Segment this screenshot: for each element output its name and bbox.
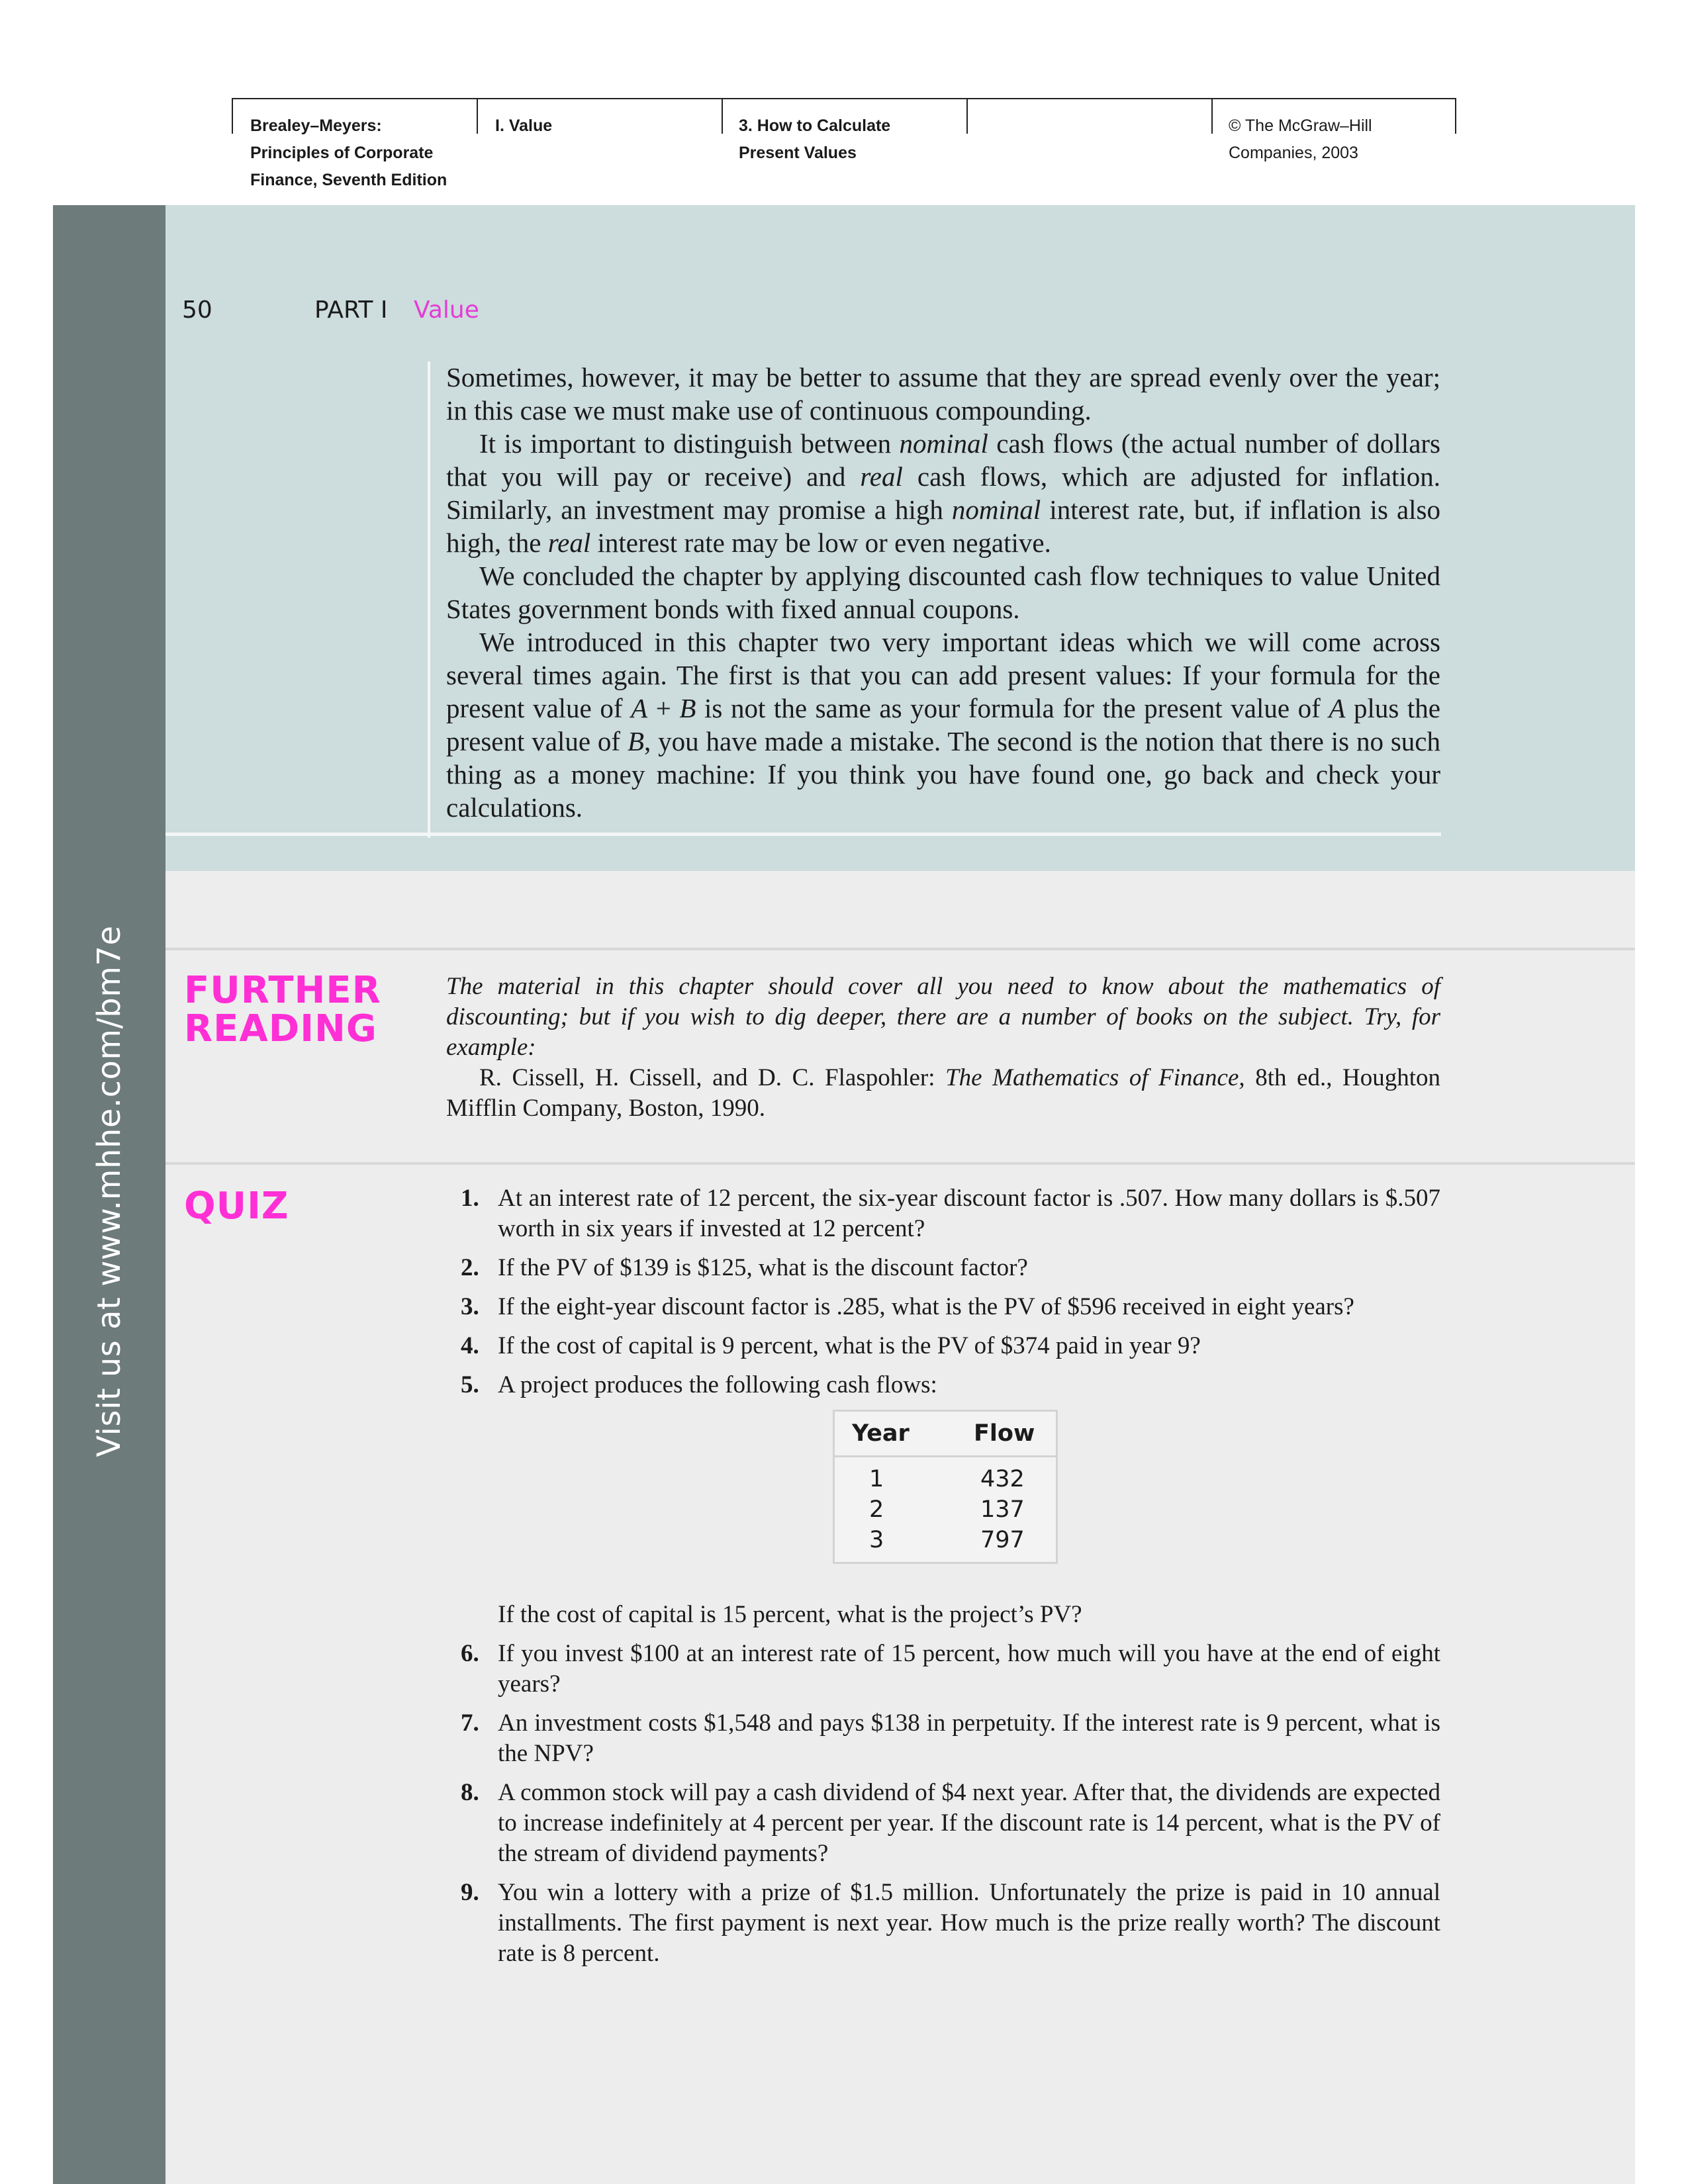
header-copyright: © The McGraw–Hill Companies, 2003 <box>1229 116 1372 162</box>
part-label: PART I <box>314 296 388 324</box>
quiz-question: 2. If the PV of $139 is $125, what is the discount factor? <box>461 1254 1028 1281</box>
running-header <box>232 98 1456 191</box>
further-reading-heading: FURTHER READING <box>184 969 381 1050</box>
quiz-question: 7. An investment costs $1,548 and pays $138 in perpetuity. If the interest rate is 9 percent, what is the NPV? <box>461 1709 1440 1767</box>
table-row: 1 432 <box>869 1466 1025 1492</box>
summary-text <box>446 361 1440 824</box>
divider <box>165 1162 1635 1165</box>
table-row: 3 797 <box>869 1527 1025 1553</box>
quiz-question: 9. You win a lottery with a prize of $1.5 million. Unfortunately the prize is paid in 10 annual installments. The first payment is next year. How much is the prize really worth? The discount rate is 8 percent. <box>461 1879 1440 1967</box>
divider <box>165 948 1635 950</box>
quiz-question-5-followup: If the cost of capital is 15 percent, what is the project’s PV? <box>498 1601 1082 1628</box>
page-number: 50 <box>182 296 212 324</box>
section-label: Value <box>414 296 479 324</box>
quiz-question: 8. A common stock will pay a cash dividend of $4 next year. After that, the dividends are expected to increase indefinitely at 4 percent per year. If the discount rate is 14 percent, what is the PV of the stream of dividend payments? <box>461 1779 1440 1867</box>
sidebar-url[interactable]: Visit us at www.mhhe.com/bm7e <box>91 925 128 1457</box>
summary-vertical-rule <box>428 361 430 838</box>
table-body <box>835 1457 1056 1562</box>
column-header-flow: Flow <box>974 1420 1035 1447</box>
further-reading-intro: The material in this chapter should cover all you need to know about the mathematics of discounting; but if you wish to dig deeper, there are a number of books on the subject. Try, for example: <box>446 973 1440 1061</box>
summary-paragraph: It is important to distinguish between nominal cash flows (the actual number of dollars that you will pay or receive) and real cash flows, which are adjusted for inflation. Similarly, an investment may promise a high nominal interest rate, but, if inflation is also high, the real interest rate may be low or even negative. <box>446 428 1440 558</box>
table-header-row <box>835 1412 1056 1457</box>
header-part: I. Value <box>495 116 553 135</box>
header-book-title: Brealey–Meyers: Principles of Corporate Finance, Seventh Edition <box>250 116 447 189</box>
further-reading-reference: R. Cissell, H. Cissell, and D. C. Flaspohler: The Mathematics of Finance, 8th ed., Houghton Mifflin Company, Boston, 1990. <box>446 1064 1440 1122</box>
summary-paragraph: We introduced in this chapter two very important ideas which we will come across several times again. The first is that you can add present values: If your formula for the present value of A + B is not the same as your formula for the present value of A plus the present value of B, you have made a mistake. The second is the notion that there is no such thing as a money machine: If you think you have found one, go back and check your calculations. <box>446 627 1440 823</box>
quiz-question: 6. If you invest $100 at an interest rate of 15 percent, how much will you have at the end of eight years? <box>461 1640 1440 1698</box>
quiz-question: 4. If the cost of capital is 9 percent, what is the PV of $374 paid in year 9? <box>461 1332 1201 1359</box>
summary-paragraph: We concluded the chapter by applying discounted cash flow techniques to value United States government bonds with fixed annual coupons. <box>446 561 1440 624</box>
header-chapter: 3. How to Calculate Present Values <box>739 116 891 162</box>
quiz-question: 1. At an interest rate of 12 percent, the six-year discount factor is .507. How many dollars is $.507 worth in six years if invested at 12 percent? <box>461 1185 1440 1242</box>
further-reading-text <box>446 972 1440 1124</box>
column-header-year: Year <box>852 1420 910 1447</box>
summary-bottom-rule <box>165 833 1441 836</box>
quiz-heading: QUIZ <box>184 1185 289 1228</box>
quiz-question: 5. A project produces the following cash flows: <box>461 1371 937 1398</box>
quiz-list <box>446 1183 1440 1978</box>
cash-flow-table <box>833 1410 1058 1564</box>
table-row: 2 137 <box>869 1496 1025 1523</box>
header-cell-blank <box>966 98 1211 134</box>
quiz-question: 3. If the eight-year discount factor is .285, what is the PV of $596 received in eight years? <box>461 1293 1354 1320</box>
summary-paragraph: Sometimes, however, it may be better to assume that they are spread evenly over the year; in this case we must make use of continuous compounding. <box>446 362 1440 426</box>
